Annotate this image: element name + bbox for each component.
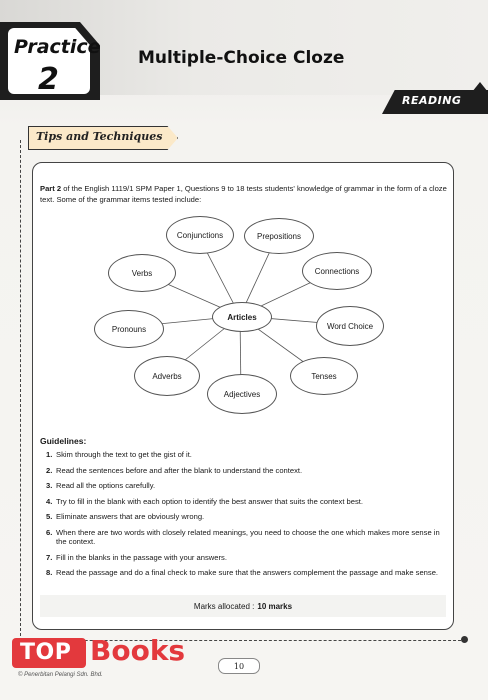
node-tenses: Tenses [290, 357, 358, 395]
logo-books-text: Books [90, 634, 186, 667]
node-adjectives: Adjectives [207, 374, 277, 414]
frame-end-dot [461, 636, 468, 643]
item-text: Read the sentences before and after the blank to understand the context. [56, 465, 303, 475]
badge-word: Practice [14, 36, 101, 58]
logo-top-text: TOP [20, 640, 72, 665]
node-verbs: Verbs [108, 254, 176, 292]
marks-value: 10 marks [257, 601, 293, 611]
item-number: 4. [46, 496, 53, 506]
section-ribbon [382, 82, 488, 116]
intro-text [40, 184, 448, 205]
guidelines-heading: Guidelines: [40, 436, 87, 446]
item-number: 3. [46, 481, 53, 490]
marks-label: Marks allocated : [193, 601, 255, 611]
node-prepositions: Prepositions [244, 218, 314, 254]
item-text: Fill in the blanks in the passage with your answers. [56, 552, 227, 562]
item-text: When there are two words with closely related meanings, you need to choose the one which makes more sense in the context. [56, 527, 440, 546]
section-label: READING [402, 94, 462, 107]
node-word-choice: Word Choice [316, 306, 384, 346]
node-conjunctions: Conjunctions [166, 216, 234, 254]
list-item [40, 553, 448, 563]
item-text: Skim through the text to get the gist of it. [56, 450, 192, 459]
list-item [40, 528, 448, 547]
node-connections: Connections [302, 252, 372, 290]
practice-badge [0, 22, 100, 100]
item-text: Read the passage and do a final check to make sure that the answers complement the passage and make sense. [56, 568, 439, 577]
grammar-web [40, 210, 440, 426]
node-articles: Articles [212, 302, 272, 332]
marks-allocated [40, 595, 446, 617]
list-item [40, 497, 448, 507]
item-number: 7. [46, 552, 53, 562]
list-item [40, 568, 448, 578]
topbooks-logo [12, 634, 192, 670]
node-adverbs: Adverbs [134, 356, 200, 396]
item-text: Read all the options carefully. [56, 481, 156, 490]
badge-number: 2 [38, 62, 59, 97]
item-number: 6. [46, 527, 53, 537]
list-item [40, 512, 448, 522]
list-item [40, 466, 448, 476]
item-number: 5. [46, 512, 53, 521]
item-text: Eliminate answers that are obviously wrong. [56, 512, 205, 521]
node-pronouns: Pronouns [94, 310, 164, 348]
intro-rest: of the English 1119/1 SPM Paper 1, Questions 9 to 18 tests students' knowledge of grammar in the form of a cloze text. Some of the grammar items tested include: [40, 184, 447, 204]
intro-bold: Part 2 [40, 184, 62, 193]
page-number: 10 [218, 658, 260, 674]
item-number: 1. [46, 450, 53, 459]
copyright: © Penerbitan Pelangi Sdn. Bhd. [18, 672, 103, 678]
item-text: Try to fill in the blank with each option to identify the best answer that suits the context best. [56, 496, 364, 506]
item-number: 8. [46, 568, 53, 577]
list-item [40, 450, 448, 460]
list-item [40, 481, 448, 491]
page-title: Multiple-Choice Cloze [138, 48, 345, 68]
tips-heading: Tips and Techniques [36, 130, 163, 143]
item-number: 2. [46, 465, 53, 475]
guidelines-list [40, 450, 448, 584]
